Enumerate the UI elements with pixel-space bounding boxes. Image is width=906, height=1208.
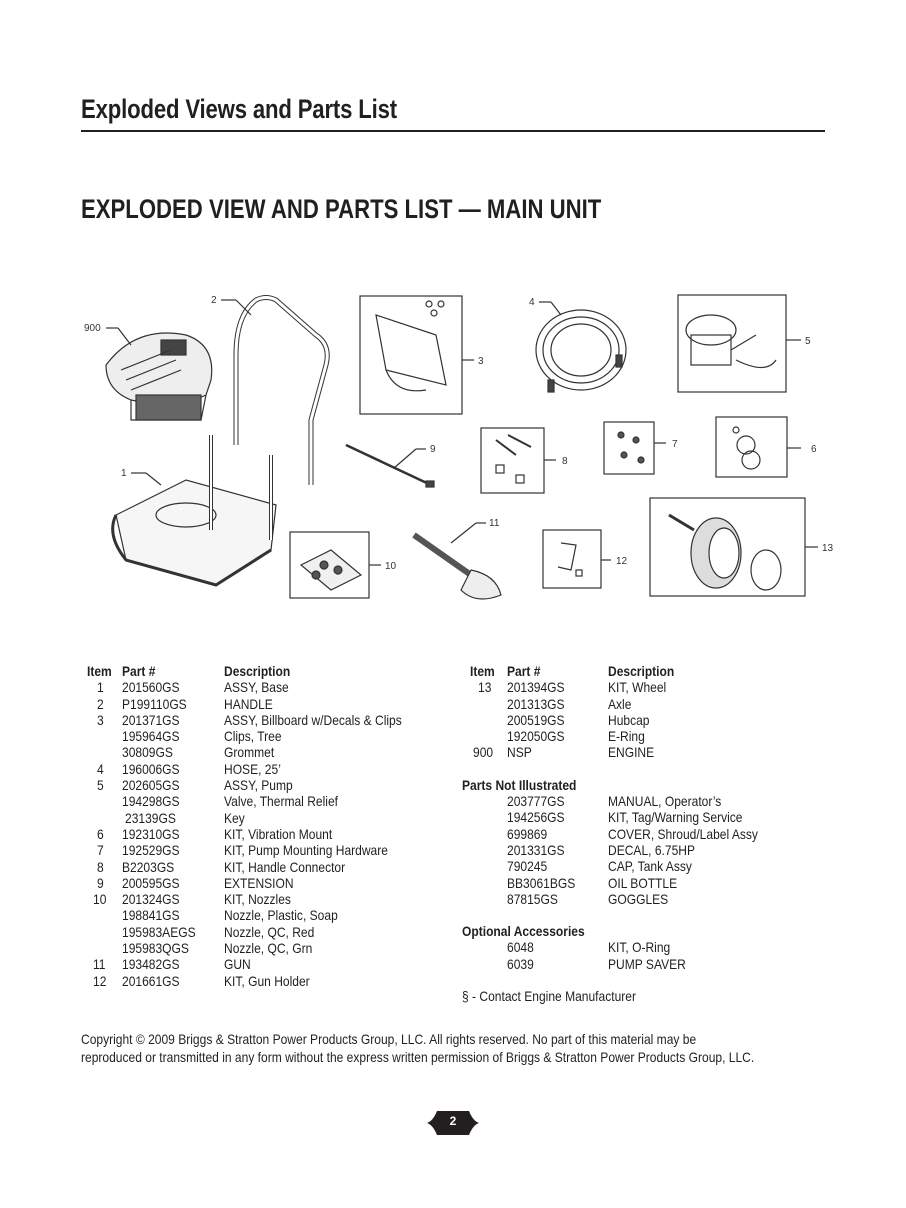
col-description-header: Description [224, 663, 291, 679]
table-row: 4 196006GS HOSE, 25’ [97, 760, 281, 777]
table-row: 195983QGS Nozzle, QC, Grn [122, 940, 313, 957]
table-row: 200519GS Hubcap [507, 711, 650, 728]
engine-illustration [106, 333, 212, 420]
table-row: 1 201560GS ASSY, Base [97, 679, 289, 696]
svg-text:900: 900 [84, 323, 101, 334]
copyright-notice: Copyright © 2009 Briggs & Stratton Power Products Group, LLC. All rights reserved. No part of this material may be reproduced or transmitted in any form without the express written permission of Briggs & Stratton Power Products Group, LLC. [81, 1031, 755, 1065]
header-rule [81, 130, 825, 132]
table-row: 23139GS Key [125, 809, 245, 826]
col-item-header: Item [470, 663, 495, 679]
pump-box [678, 295, 786, 392]
col-part-header: Part # [122, 663, 156, 679]
svg-text:7: 7 [672, 439, 678, 450]
optional-accessories-heading: Optional Accessories [462, 923, 585, 940]
billboard-box [360, 296, 462, 414]
table-row: 6039 PUMP SAVER [507, 955, 686, 972]
pump-hardware-box [604, 422, 654, 474]
table-header [81, 663, 451, 679]
table-row: 195964GS Clips, Tree [122, 728, 282, 745]
table-row: 192050GS E-Ring [507, 728, 645, 745]
table-row: 12 201661GS KIT, Gun Holder [93, 972, 310, 989]
section-title: EXPLODED VIEW AND PARTS LIST — MAIN UNIT [81, 194, 602, 224]
table-row: 5 202605GS ASSY, Pump [97, 777, 293, 794]
table-row: 8 B2203GS KIT, Handle Connector [97, 858, 346, 875]
col-item-header: Item [87, 663, 112, 679]
table-row: 30809GS Grommet [122, 744, 275, 761]
exploded-view-diagram [76, 285, 836, 625]
page-number-badge [427, 1111, 479, 1135]
table-row: 201313GS Axle [507, 695, 632, 712]
parts-table-left [81, 663, 451, 989]
col-description-header: Description [608, 663, 675, 679]
base-illustration [113, 435, 276, 585]
svg-text:8: 8 [562, 456, 568, 467]
col-part-header: Part # [507, 663, 541, 679]
table-row: 7 192529GS KIT, Pump Mounting Hardware [97, 842, 388, 859]
table-row: 201331GS DECAL, 6.75HP [507, 841, 696, 858]
footnote: § - Contact Engine Manufacturer [462, 988, 637, 1005]
table-row: 900 NSP ENGINE [473, 744, 655, 761]
handle-illustration [236, 298, 327, 486]
table-row: 6048 KIT, O-Ring [507, 939, 671, 956]
table-row: 9 200595GS EXTENSION [97, 874, 294, 891]
parts-table-right [462, 663, 842, 1004]
svg-text:5: 5 [805, 336, 811, 347]
svg-text:10: 10 [385, 561, 397, 572]
svg-text:2: 2 [211, 295, 217, 306]
table-row: 203777GS MANUAL, Operator’s [507, 793, 722, 810]
svg-text:3: 3 [478, 356, 484, 367]
svg-text:6: 6 [811, 444, 817, 455]
table-row: 198841GS Nozzle, Plastic, Soap [122, 907, 338, 924]
table-row: 195983AEGS Nozzle, QC, Red [122, 923, 315, 940]
hose-illustration [536, 310, 626, 392]
extension-illustration [346, 445, 434, 487]
svg-text:13: 13 [822, 543, 834, 554]
table-row: BB3061BGS OIL BOTTLE [507, 874, 678, 891]
svg-text:11: 11 [489, 518, 500, 529]
table-row: 3 201371GS ASSY, Billboard w/Decals & Clips [97, 711, 402, 728]
svg-text:12: 12 [616, 556, 628, 567]
table-row: 790245 CAP, Tank Assy [507, 858, 692, 875]
table-row: 6 192310GS KIT, Vibration Mount [97, 825, 333, 842]
page-number: 2 [449, 1114, 457, 1128]
table-row: 13 201394GS KIT, Wheel [478, 679, 667, 696]
gun-holder-box [543, 530, 601, 588]
parts-not-illustrated-heading: Parts Not Illustrated [462, 776, 577, 793]
table-header [462, 663, 842, 679]
table-row: 2 P199110GS HANDLE [97, 695, 273, 712]
svg-text:9: 9 [430, 444, 436, 455]
gun-illustration [414, 535, 501, 599]
svg-text:1: 1 [121, 468, 127, 479]
table-row: 699869 COVER, Shroud/Label Assy [507, 825, 758, 842]
vibration-mount-box [716, 417, 787, 477]
svg-text:4: 4 [529, 297, 535, 308]
table-row: 194256GS KIT, Tag/Warning Service [507, 809, 743, 826]
table-row: 87815GS GOGGLES [507, 890, 669, 907]
page-header-title: Exploded Views and Parts List [81, 94, 397, 124]
table-row: 11 193482GS GUN [93, 956, 251, 973]
table-row: 194298GS Valve, Thermal Relief [122, 793, 338, 810]
table-row: 10 201324GS KIT, Nozzles [93, 891, 291, 908]
